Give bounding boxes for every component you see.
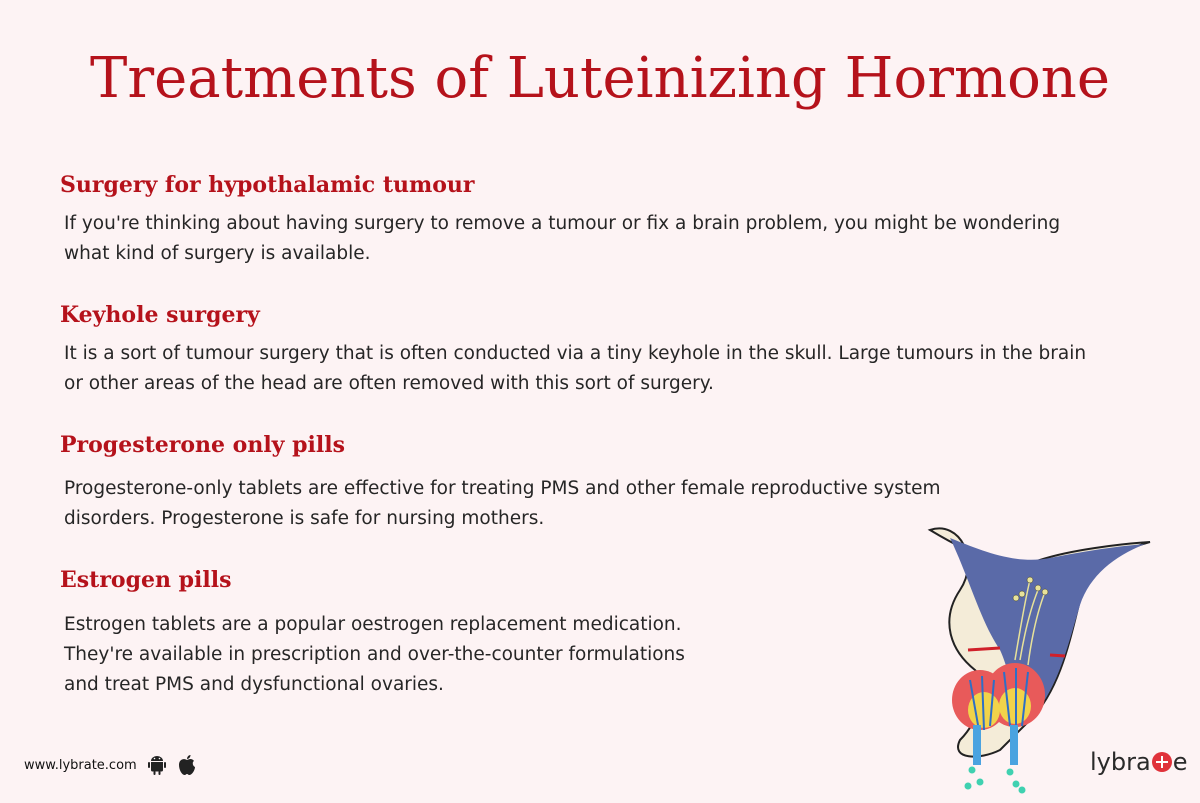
- footer-left: [24, 754, 197, 776]
- body-line: Progesterone-only tablets are effective for treating PMS and other female reproductive system: [64, 478, 941, 499]
- section-estrogen-pills: [60, 567, 685, 695]
- body-line: They're available in prescription and over-the-counter formulations: [64, 644, 685, 665]
- page-title: Treatments of Luteinizing Hormone: [89, 46, 1110, 111]
- apple-icon[interactable]: [177, 754, 197, 776]
- section-keyhole-surgery: [60, 302, 1087, 394]
- section-progesterone-only-pills: [60, 432, 941, 529]
- section-heading: Keyhole surgery: [60, 302, 260, 328]
- section-body: [64, 474, 941, 534]
- body-line: and treat PMS and dysfunctional ovaries.: [64, 674, 444, 695]
- body-line: If you're thinking about having surgery to remove a tumour or fix a brain problem, you might be wondering: [64, 213, 1061, 234]
- section-heading: Progesterone only pills: [60, 432, 345, 458]
- plus-icon: [1152, 752, 1172, 772]
- body-line: It is a sort of tumour surgery that is often conducted via a tiny keyhole in the skull. Large tumours in the brain: [64, 343, 1087, 364]
- section-heading: Surgery for hypothalamic tumour: [60, 172, 475, 198]
- section-body: [64, 610, 685, 700]
- section-body: [64, 339, 1086, 399]
- body-line: or other areas of the head are often removed with this sort of surgery.: [64, 373, 714, 394]
- section-surgery-hypothalamic-tumour: [60, 172, 1061, 264]
- website-link[interactable]: www.lybrate.com: [24, 757, 137, 773]
- body-line: disorders. Progesterone is safe for nursing mothers.: [64, 508, 545, 529]
- body-line: what kind of surgery is available.: [64, 243, 371, 264]
- android-icon[interactable]: [147, 754, 167, 776]
- brand-logo: [1090, 748, 1187, 776]
- brand-text-right: e: [1172, 748, 1188, 776]
- brand-text-left: lybra: [1090, 748, 1151, 776]
- body-line: Estrogen tablets are a popular oestrogen replacement medication.: [64, 614, 682, 635]
- section-heading: Estrogen pills: [60, 567, 232, 593]
- section-body: [64, 209, 1060, 269]
